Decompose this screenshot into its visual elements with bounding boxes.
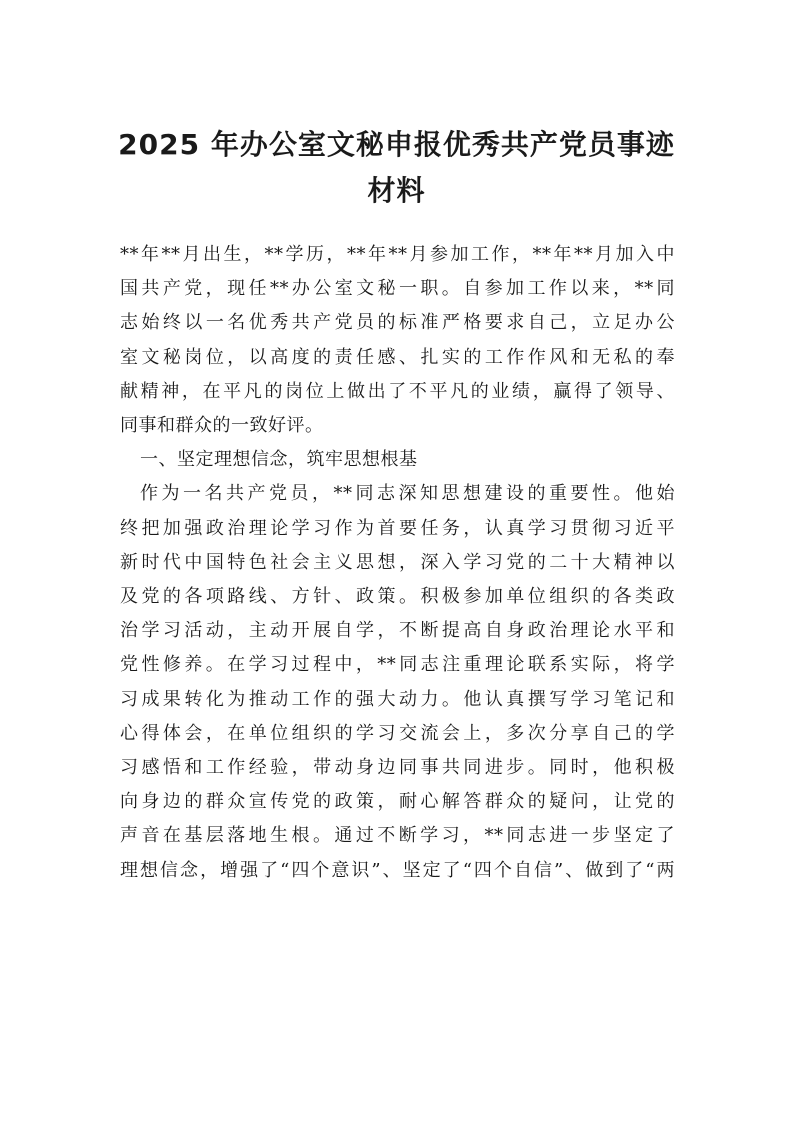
- text-line: 理想信念，增强了“四个意识”、坚定了“四个自信”、做到了“两: [120, 859, 675, 881]
- text-line: 终把加强政治理论学习作为首要任务，认真学习贯彻习近平: [120, 517, 675, 539]
- text-line: 新时代中国特色社会主义思想，深入学习党的二十大精神以: [120, 551, 675, 573]
- text-line: 作为一名共产党员，**同志深知思想建设的重要性。他始: [140, 483, 675, 505]
- text-line: 治学习活动，主动开展自学，不断提高自身政治理论水平和: [120, 620, 675, 642]
- text-line: 向身边的群众宣传党的政策，耐心解答群众的疑问，让党的: [120, 791, 675, 813]
- heading-text: 一、坚定理想信念，筑牢思想根基: [140, 449, 418, 471]
- section-heading-1: [120, 443, 675, 477]
- text-line: 同事和群众的一致好评。: [120, 415, 324, 437]
- text-line: 心得体会，在单位组织的学习交流会上，多次分享自己的学: [120, 722, 675, 744]
- title-line-2: 材料: [367, 174, 426, 207]
- paragraph-section-1-cont: [120, 512, 675, 888]
- text-line: 声音在基层落地生根。通过不断学习，**同志进一步坚定了: [120, 825, 675, 847]
- text-line: 国共产党，现任**办公室文秘一职。自参加工作以来，**同: [120, 278, 675, 300]
- document-title: [110, 122, 683, 214]
- title-line-1: 2025 年办公室文秘申报优秀共产党员事迹: [118, 128, 675, 161]
- paragraph-intro: [120, 238, 675, 443]
- text-line: 志始终以一名优秀共产党员的标准严格要求自己，立足办公: [120, 312, 675, 334]
- text-line: 党性修养。在学习过程中，**同志注重理论联系实际，将学: [120, 654, 675, 676]
- document-body: [120, 238, 675, 888]
- paragraph-section-1: [120, 477, 675, 511]
- text-line: 室文秘岗位，以高度的责任感、扎实的工作作风和无私的奉: [120, 346, 675, 368]
- text-line: 习感悟和工作经验，带动身边同事共同进步。同时，他积极: [120, 757, 675, 779]
- text-line: **年**月出生，**学历，**年**月参加工作，**年**月加入中: [120, 244, 675, 265]
- text-line: 习成果转化为推动工作的强大动力。他认真撰写学习笔记和: [120, 688, 675, 710]
- text-line: 及党的各项路线、方针、政策。积极参加单位组织的各类政: [120, 586, 675, 608]
- text-line: 献精神，在平凡的岗位上做出了不平凡的业绩，赢得了领导、: [120, 380, 675, 402]
